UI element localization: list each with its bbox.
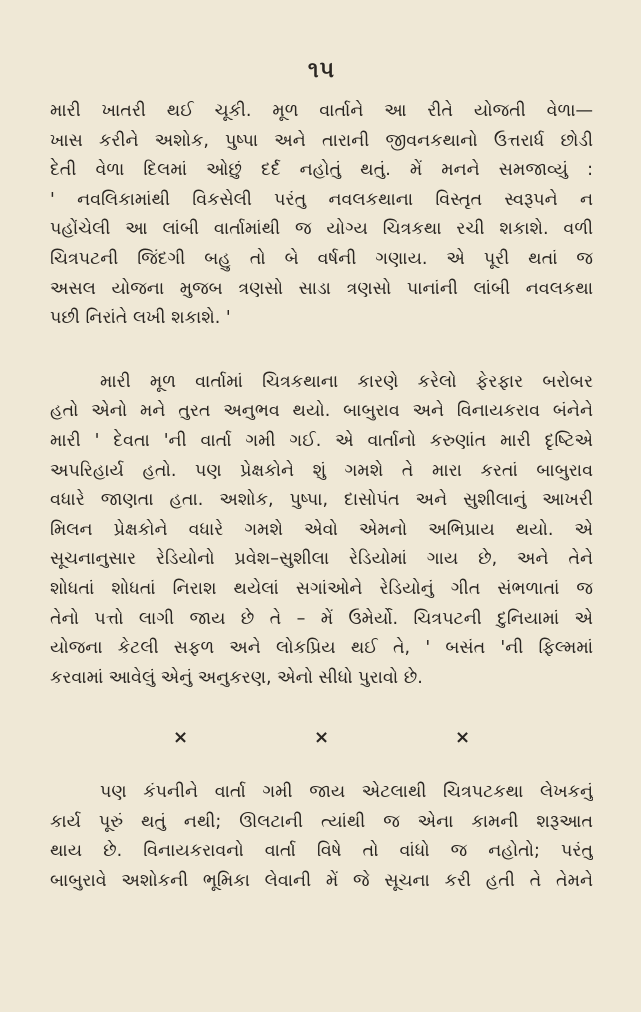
- text-line: પહોંચેલી આ લાંબી વાર્તામાંથી જ યોગ્ય ચિત્રકથા રચી શકાશે. વળી: [50, 219, 593, 240]
- separator-mark: ×: [454, 727, 471, 749]
- text-line: મારી ખાતરી થઈ ચૂકી. મૂળ વાર્તાને આ રીતે યોજતી વેળા—: [50, 101, 593, 121]
- text-line: વધારે જાણતા હતા. અશોક, પુષ્પા, દાસોપંત અને સુશીલાનું આખરી: [50, 490, 593, 511]
- separator-mark: ×: [172, 727, 189, 749]
- text-line: શોધતાં શોધતાં નિરાશ થયેલાં સગાંઓને રેડિયોનું ગીત સંભળાતાં જ: [50, 578, 593, 599]
- text-line: મિલન પ્રેક્ષકોને વધારે ગમશે એવો એમનો અભિપ્રાય થયો. એ: [50, 519, 593, 540]
- page-number: ૧૫: [307, 58, 336, 83]
- text-line: ' નવલિકામાંથી વિકસેલી પરંતુ નવલકથાના વિસ્તૃત સ્વરૂપને ન: [50, 189, 593, 210]
- paragraph-3: [50, 778, 593, 896]
- text-line: યોજના કેટલી સફળ અને લોકપ્રિય થઈ તે, ' બસંત 'ની ફિલ્મમાં: [50, 638, 593, 659]
- text-line: અપરિહાર્ય હતો. પણ પ્રેક્ષકોને શું ગમશે તે મારા કરતાં બાબુરાવ: [50, 460, 593, 481]
- text-line: કરવામાં આવેલું એનું અનુકરણ, એનો સીધો પુરાવો છે.: [50, 667, 423, 688]
- text-line: પણ કંપનીને વાર્તા ગમી જાય એટલાથી ચિત્રપટકથા લેખકનું: [100, 782, 593, 803]
- text-line: સૂચનાનુસાર રેડિયોનો પ્રવેશ–સુશીલા રેડિયોમાં ગાય છે, અને તેને: [50, 549, 593, 570]
- text-line: થાય છે. વિનાયકરાવનો વાર્તા વિષે તો વાંધો જ નહોતો; પરંતુ: [50, 841, 593, 862]
- text-line: ખાસ કરીને અશોક, પુષ્પા અને તારાની જીવનકથાનો ઉત્તરાર્ધ છોડી: [50, 130, 593, 151]
- text-line: પછી નિરાંતે લખી શકાશે. ': [50, 308, 231, 329]
- text-line: બાબુરાવે અશોકની ભૂમિકા લેવાની મેં જે સૂચના કરી હતી તે તેમને: [50, 871, 593, 892]
- text-line: હતો એનો મને તુરત અનુભવ થયો. બાબુરાવ અને વિનાયકરાવ બંનેને: [50, 401, 593, 422]
- section-separator: [50, 727, 593, 748]
- text-line: અસલ યોજના મુજબ ત્રણસો સાડા ત્રણસો પાનાંની લાંબી નવલકથા: [50, 278, 593, 299]
- paragraph-1: [50, 97, 593, 334]
- text-line: મારી મૂળ વાર્તામાં ચિત્રકથાના કારણે કરેલો ફેરફાર બરોબર: [100, 371, 593, 392]
- paragraph-2: [50, 368, 593, 694]
- text-line: મારી ' દેવતા 'ની વાર્તા ગમી ગઈ. એ વાર્તાનો કરુણાંત મારી દૃષ્ટિએ: [50, 430, 593, 451]
- text-line: તેનો પત્તો લાગી જાય છે તે – મેં ઉમેર્યો. ચિત્રપટની દુનિયામાં એ: [50, 608, 593, 629]
- text-line: દેતી વેળા દિલમાં ઓછું દર્દ નહોતું થતું. મેં મનને સમજાવ્યું :: [50, 160, 593, 181]
- text-line: કાર્ય પૂરું થતું નથી; ઊલટાની ત્યાંથી જ એના કામની શરૂઆત: [50, 811, 593, 832]
- text-line: ચિત્રપટની જિંદગી બહુ તો બે વર્ષની ગણાય. એ પૂરી થતાં જ: [50, 248, 593, 269]
- separator-mark: ×: [313, 727, 330, 749]
